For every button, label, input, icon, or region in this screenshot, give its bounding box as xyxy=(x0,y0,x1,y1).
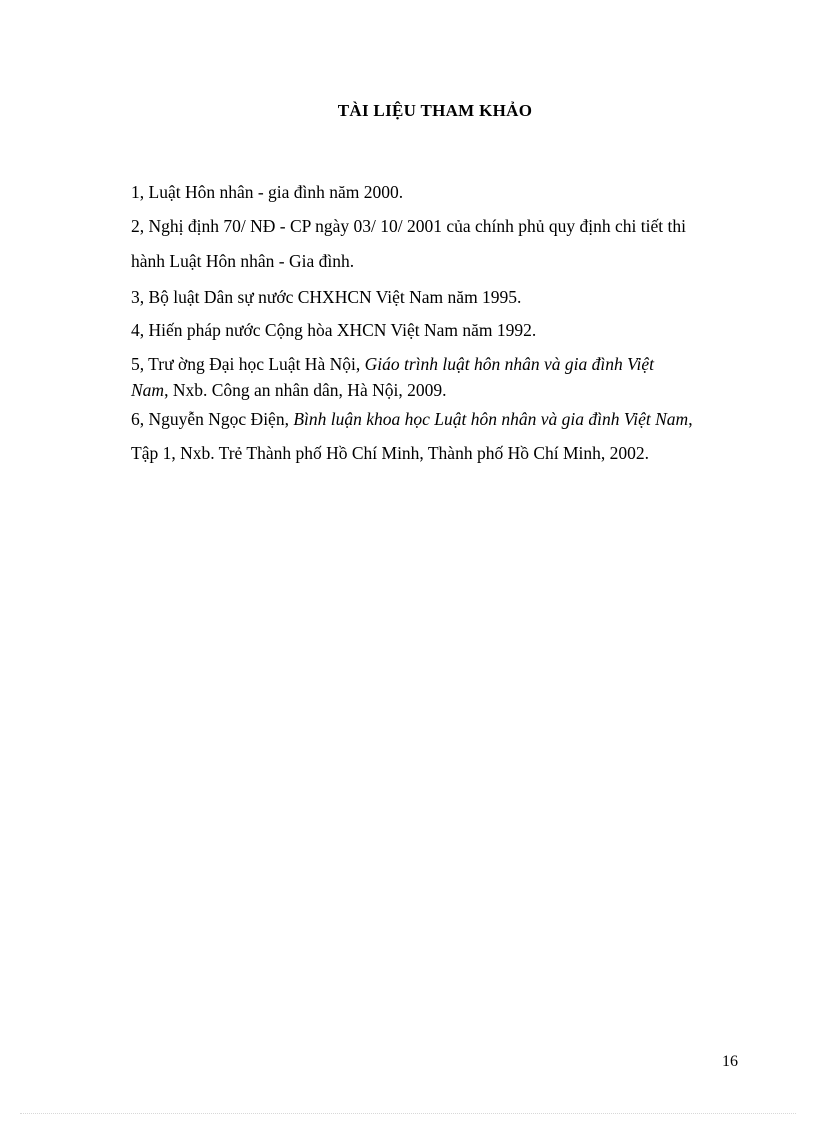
reference-1 xyxy=(131,179,741,205)
reference-2-line-2: hành Luật Hôn nhân - Gia đình. xyxy=(131,251,355,271)
reference-2 xyxy=(131,213,741,239)
page-number: 16 xyxy=(722,1053,738,1070)
reference-2-line-1: 2, Nghị định 70/ NĐ - CP ngày 03/ 10/ 2001 của chính phủ quy định chi tiết thi xyxy=(131,216,686,236)
reference-6-author: 6, Nguyễn Ngọc Điện, xyxy=(131,409,294,429)
reference-5-title-part-1: Giáo trình luật hôn nhân và gia đình Việt xyxy=(364,354,654,374)
reference-6-line-2: Tập 1, Nxb. Trẻ Thành phố Hồ Chí Minh, Thành phố Hồ Chí Minh, 2002. xyxy=(131,443,650,463)
reference-5 xyxy=(131,351,741,403)
reference-3 xyxy=(131,284,741,310)
page-title: TÀI LIỆU THAM KHẢO xyxy=(337,101,533,120)
reference-5-author: 5, Trư ờng Đại học Luật Hà Nội, xyxy=(131,354,365,374)
reference-6-title: Bình luận khoa học Luật hôn nhân và gia đình Việt Nam xyxy=(293,409,689,429)
reference-4-text: 4, Hiến pháp nước Cộng hòa XHCN Việt Nam năm 1992. xyxy=(131,320,537,340)
reference-6-comma: , xyxy=(688,409,693,429)
reference-5-publisher: , Nxb. Công an nhân dân, Hà Nội, 2009. xyxy=(164,380,447,400)
reference-6 xyxy=(131,406,741,432)
reference-2-continuation xyxy=(131,248,741,274)
reference-3-text: 3, Bộ luật Dân sự nước CHXHCN Việt Nam năm 1995. xyxy=(131,287,522,307)
page-bottom-rule xyxy=(20,1113,796,1114)
reference-1-text: 1, Luật Hôn nhân - gia đình năm 2000. xyxy=(131,182,404,202)
reference-6-continuation xyxy=(131,440,741,466)
reference-5-title-part-2: Nam xyxy=(131,380,165,400)
reference-4 xyxy=(131,317,741,343)
